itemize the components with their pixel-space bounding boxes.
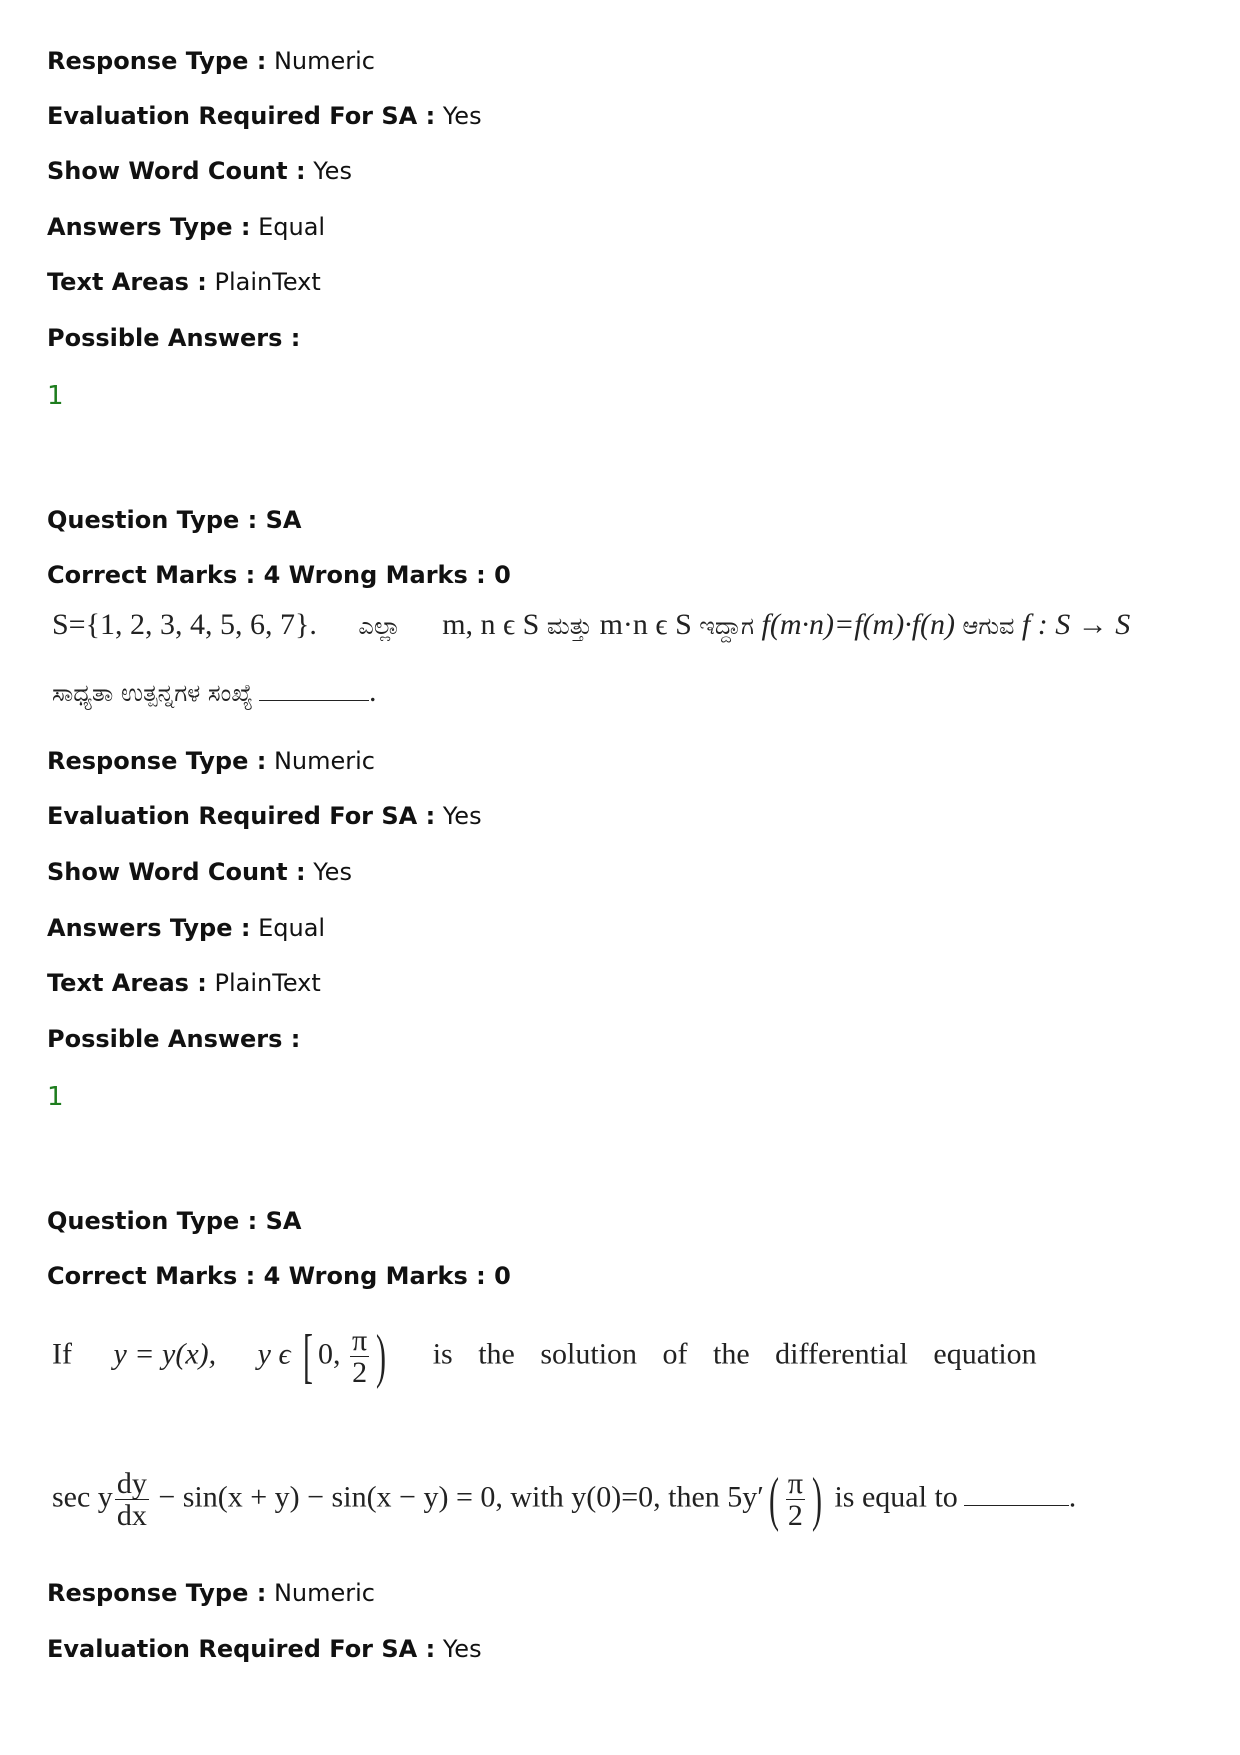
- response-type-row: [47, 46, 375, 76]
- kannada-aaguva: ಆಗುವ: [962, 612, 1015, 640]
- denominator-two: 2: [787, 1499, 803, 1532]
- kannada-iddaga: ಇದ್ದಾಗ: [699, 612, 754, 640]
- pi-symbol: π: [787, 1466, 803, 1500]
- m-dot-n-in-s: m·n ϵ S: [599, 608, 692, 641]
- text-areas-row: [47, 267, 321, 297]
- word-count-label: Show Word Count :: [47, 858, 306, 886]
- marks-q2: [47, 560, 511, 590]
- function-equation: f(m·n)=f(m)·f(n): [761, 608, 956, 641]
- marks-label: Correct Marks : 4 Wrong Marks : 0: [47, 561, 511, 589]
- if-word: If: [52, 1337, 72, 1371]
- left-paren: (: [768, 1466, 779, 1532]
- word-count-value: Yes: [313, 858, 352, 886]
- response-type-row: [47, 746, 375, 776]
- sec-y: sec y: [52, 1480, 113, 1514]
- evaluation-row: [47, 1634, 482, 1664]
- question-text-q2-line2: ಸಾಧ್ಯತಾ ಉತ್ಪನ್ನಗಳ ಸಂಖ್ಯೆ .: [52, 675, 377, 708]
- evaluation-value: Yes: [442, 1635, 482, 1663]
- text-areas-value: PlainText: [214, 268, 321, 296]
- response-type-value: Numeric: [273, 47, 375, 75]
- answers-type-row: [47, 913, 325, 943]
- word-count-value: Yes: [313, 157, 352, 185]
- answers-type-value: Equal: [258, 213, 326, 241]
- possible-answers-row: [47, 1024, 300, 1054]
- text-areas-label: Text Areas :: [47, 969, 207, 997]
- y-equals-yx: y = y(x),: [113, 1337, 217, 1371]
- equation-end: is equal to: [834, 1480, 958, 1514]
- evaluation-value: Yes: [442, 802, 482, 830]
- answers-type-label: Answers Type :: [47, 213, 251, 241]
- m-n-in-s: m, n ϵ S: [442, 608, 540, 641]
- possible-answers-label: Possible Answers :: [47, 324, 301, 352]
- marks-q3: [47, 1261, 511, 1291]
- question-type-q2: [47, 505, 301, 535]
- evaluation-row: [47, 801, 482, 831]
- marks-label: Correct Marks : 4 Wrong Marks : 0: [47, 1262, 511, 1290]
- evaluation-label: Evaluation Required For SA :: [47, 1635, 436, 1663]
- kannada-mattu: ಮತ್ತು: [546, 612, 593, 640]
- response-type-label: Response Type :: [47, 47, 267, 75]
- y-in: y ϵ: [257, 1337, 291, 1371]
- possible-answer-value: 1: [47, 1082, 64, 1112]
- set-definition: S={1, 2, 3, 4, 5, 6, 7}.: [52, 608, 317, 641]
- left-bracket: [: [303, 1323, 314, 1389]
- response-type-value: Numeric: [273, 747, 375, 775]
- function-mapping: f : S → S: [1021, 608, 1131, 641]
- interval-start: 0,: [318, 1337, 341, 1371]
- response-type-label: Response Type :: [47, 747, 267, 775]
- kannada-ella: ಎಲ್ಲಾ: [358, 612, 401, 640]
- question-rest-text: is the solution of the differential equation: [432, 1337, 1037, 1371]
- evaluation-row: [47, 101, 482, 131]
- pi-symbol: π: [352, 1323, 368, 1357]
- possible-answer-value: 1: [47, 381, 64, 411]
- word-count-label: Show Word Count :: [47, 157, 306, 185]
- response-type-value: Numeric: [273, 1579, 375, 1607]
- response-type-label: Response Type :: [47, 1579, 267, 1607]
- text-areas-value: PlainText: [214, 969, 321, 997]
- denominator-two: 2: [352, 1356, 368, 1389]
- kannada-count-phrase: ಸಾಧ್ಯತಾ ಉತ್ಪನ್ನಗಳ ಸಂಖ್ಯೆ: [52, 679, 253, 707]
- text-areas-row: [47, 968, 321, 998]
- answers-type-label: Answers Type :: [47, 914, 251, 942]
- evaluation-value: Yes: [442, 102, 482, 130]
- possible-answers-row: [47, 323, 300, 353]
- response-type-row: [47, 1578, 375, 1608]
- answer-blank: [964, 1504, 1069, 1506]
- question-text-q3-line1: [52, 1322, 1037, 1391]
- question-type-label: Question Type : SA: [47, 1207, 302, 1235]
- answers-type-row: [47, 212, 325, 242]
- dx: dx: [116, 1499, 147, 1532]
- right-paren: ): [376, 1323, 387, 1389]
- evaluation-label: Evaluation Required For SA :: [47, 802, 436, 830]
- question-type-q3: [47, 1206, 301, 1236]
- right-paren-2: ): [811, 1466, 822, 1532]
- word-count-row: [47, 857, 352, 887]
- dy-dx-fraction: [115, 1468, 149, 1532]
- question-text-q3-line2: sec y $\frac{dy}{dx}$ − sin(x + y) − sin(x − y) = 0, with y(0)=0, then 5y′( $\frac{\pi}{2}$ ) is equal to .: [52, 1466, 1077, 1532]
- answers-type-value: Equal: [258, 914, 326, 942]
- answer-blank: [259, 699, 369, 701]
- evaluation-label: Evaluation Required For SA :: [47, 102, 436, 130]
- question-text-q2-line1: [52, 608, 1130, 642]
- pi-over-two-arg: [786, 1468, 805, 1532]
- dy: dy: [116, 1466, 147, 1500]
- text-areas-label: Text Areas :: [47, 268, 207, 296]
- pi-over-two: [350, 1325, 369, 1389]
- equation-middle: − sin(x + y) − sin(x − y) = 0, with y(0)=0, then 5y′: [158, 1480, 764, 1514]
- possible-answers-label: Possible Answers :: [47, 1025, 301, 1053]
- word-count-row: [47, 156, 352, 186]
- question-type-label: Question Type : SA: [47, 506, 302, 534]
